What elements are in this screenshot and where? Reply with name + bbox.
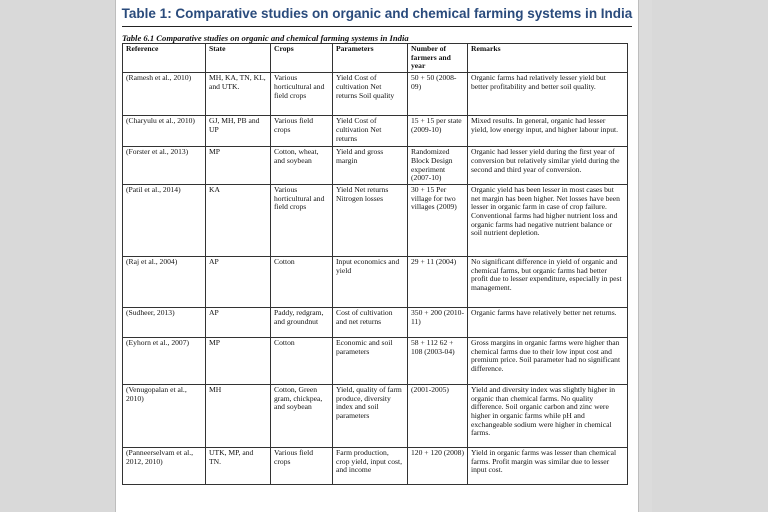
cell-reference: (Charyulu et al., 2010) [123,116,206,147]
table-row [123,447,628,484]
cell-farmers: Randomized Block Design experiment (2007-10) [408,147,468,185]
cell-remarks: Yield and diversity index was slightly higher in organic than chemical farms. No quality difference. Soil organic carbon and zinc were higher in organic farms while pH and exchangeable sodium were higher in chemical farms. [468,384,628,447]
cell-parameters: Economic and soil parameters [333,337,408,384]
cell-parameters: Yield Cost of cultivation Net returns [333,116,408,147]
cell-parameters: Yield, quality of farm produce, diversity index and soil parameters [333,384,408,447]
cell-crops: Various horticultural and field crops [271,184,333,256]
table-row [123,73,628,116]
cell-state: MH [206,384,271,447]
cell-state: MP [206,337,271,384]
cell-parameters: Yield and gross margin [333,147,408,185]
table-row [123,256,628,307]
table-row [123,184,628,256]
cell-state: AP [206,307,271,337]
cell-crops: Various field crops [271,116,333,147]
cell-farmers: 50 + 50 (2008-09) [408,73,468,116]
cell-farmers: 58 + 112 62 + 108 (2003-04) [408,337,468,384]
cell-state: AP [206,256,271,307]
cell-parameters: Farm production, crop yield, input cost, and income [333,447,408,484]
table-caption: Table 6.1 Comparative studies on organic and chemical farming systems in India [122,33,409,43]
comparison-table [122,43,628,485]
cell-parameters: Cost of cultivation and net returns [333,307,408,337]
cell-farmers: 120 + 120 (2008) [408,447,468,484]
cell-state: GJ, MH, PB and UP [206,116,271,147]
cell-remarks: No significant difference in yield of organic and chemical farms, but organic farms had better profit due to lesser expenditure, especially in pest management. [468,256,628,307]
cell-reference: (Raj et al., 2004) [123,256,206,307]
cell-reference: (Patil et al., 2014) [123,184,206,256]
cell-parameters: Input economics and yield [333,256,408,307]
table-row [123,147,628,185]
cell-remarks: Organic farms had relatively lesser yield but better profitability and better soil quality. [468,73,628,116]
cell-reference: (Venugopalan et al., 2010) [123,384,206,447]
cell-remarks: Yield in organic farms was lesser than chemical farms. Profit margin was similar due to lesser input cost. [468,447,628,484]
cell-farmers: 15 + 15 per state (2009-10) [408,116,468,147]
cell-remarks: Gross margins in organic farms were higher than chemical farms due to their low input cost and premium price. Soil parameter had no significant difference. [468,337,628,384]
column-header-crops: Crops [271,44,333,73]
cell-reference: (Ramesh et al., 2010) [123,73,206,116]
table-row [123,307,628,337]
header-row [123,44,628,73]
right-margin-background [652,0,768,512]
cell-crops: Paddy, redgram, and groundnut [271,307,333,337]
heading-divider [122,26,632,27]
cell-farmers: (2001-2005) [408,384,468,447]
document-page [115,0,639,512]
cell-crops: Cotton [271,256,333,307]
cell-crops: Cotton, wheat, and soybean [271,147,333,185]
cell-state: MP [206,147,271,185]
cell-farmers: 350 + 200 (2010-11) [408,307,468,337]
cell-parameters: Yield Net returns Nitrogen losses [333,184,408,256]
cell-reference: (Sudheer, 2013) [123,307,206,337]
cell-remarks: Organic yield has been lesser in most cases but net margin has been higher. Net losses have been lesser in organic farm in case of crop failure. Conventional farms had higher nutrient loss and organic farms had negative nutrient balance or soil nutrient depletion. [468,184,628,256]
cell-state: KA [206,184,271,256]
column-header-farmers-year: Number of farmers and year [408,44,468,73]
cell-parameters: Yield Cost of cultivation Net returns Soil quality [333,73,408,116]
column-header-remarks: Remarks [468,44,628,73]
table-row [123,337,628,384]
column-header-parameters: Parameters [333,44,408,73]
cell-farmers: 30 + 15 Per village for two villages (2009) [408,184,468,256]
cell-reference: (Eyhorn et al., 2007) [123,337,206,384]
column-header-reference: Reference [123,44,206,73]
table-row [123,384,628,447]
cell-remarks: Organic farms have relatively better net returns. [468,307,628,337]
column-header-state: State [206,44,271,73]
document-heading: Table 1: Comparative studies on organic and chemical farming systems in India [121,6,633,21]
cell-state: MH, KA, TN, KL, and UTK. [206,73,271,116]
cell-reference: (Forster et al., 2013) [123,147,206,185]
table-row [123,116,628,147]
cell-crops: Various horticultural and field crops [271,73,333,116]
cell-crops: Cotton [271,337,333,384]
cell-remarks: Organic had lesser yield during the first year of conversion but relatively similar yield during the second and third year of conversion. [468,147,628,185]
cell-state: UTK, MP, and TN. [206,447,271,484]
cell-remarks: Mixed results. In general, organic had lesser yield, low energy input, and higher labour input. [468,116,628,147]
cell-reference: (Panneerselvam et al., 2012, 2010) [123,447,206,484]
left-margin-background [0,0,115,512]
cell-crops: Various field crops [271,447,333,484]
cell-farmers: 29 + 11 (2004) [408,256,468,307]
cell-crops: Cotton, Green gram, chickpea, and soybean [271,384,333,447]
